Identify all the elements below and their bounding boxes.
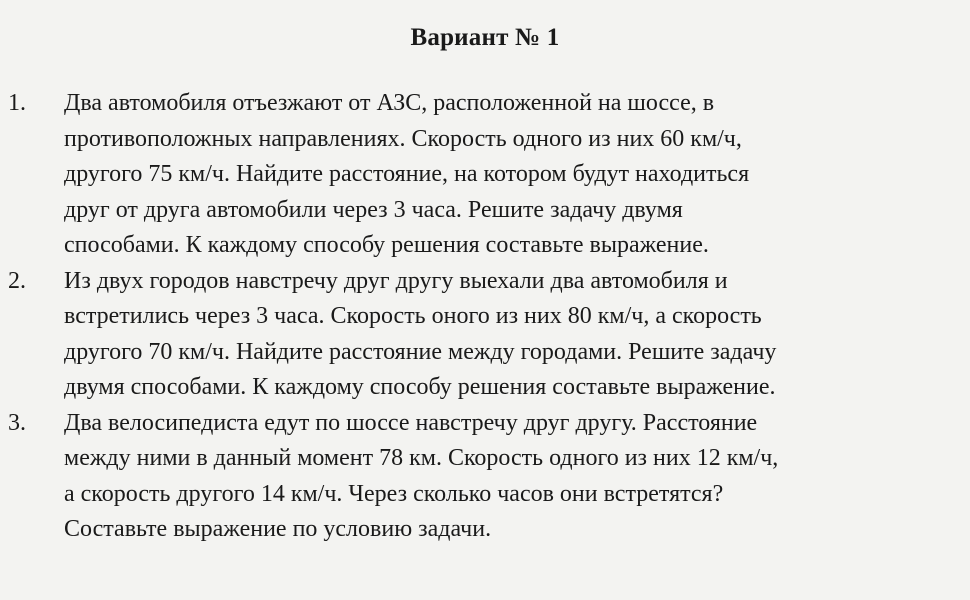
task-text-line: двумя способами. К каждому способу решения составьте выражение.	[64, 374, 776, 400]
task-item-1	[8, 86, 953, 264]
task-item-2	[8, 264, 953, 406]
task-number: 1.	[8, 90, 26, 116]
task-number: 2.	[8, 267, 26, 294]
task-text-line: Составьте выражение по условию задачи.	[64, 516, 492, 542]
task-text-line: Два велосипедиста едут по шоссе навстречу друг другу. Расстояние	[64, 409, 758, 436]
task-text-line: способами. К каждому способу решения составьте выражение.	[64, 232, 709, 258]
task-text-line: между ними в данный момент 78 км. Скорость одного из них 12 км/ч,	[64, 445, 779, 471]
task-text-line: Два автомобиля отъезжают от АЗС, расположенной на шоссе, в	[64, 90, 715, 116]
task-item-3	[8, 406, 953, 548]
task-text-line: встретились через 3 часа. Скорость оного из них 80 км/ч, а скорость	[64, 303, 762, 329]
task-text-line: друг от друга автомобили через 3 часа. Решите задачу двумя	[64, 196, 683, 223]
task-text-line: другого 75 км/ч. Найдите расстояние, на котором будут находиться	[64, 161, 750, 187]
task-text-line: Из двух городов навстречу друг другу выехали два автомобиля и	[64, 267, 728, 294]
task-list	[8, 86, 953, 548]
task-text-line: другого 70 км/ч. Найдите расстояние между городами. Решите задачу	[64, 338, 777, 365]
page-title: Вариант № 1	[410, 24, 560, 51]
task-text-line: а скорость другого 14 км/ч. Через сколько часов они встретятся?	[64, 480, 724, 507]
task-text-line: противоположных направлениях. Скорость одного из них 60 км/ч,	[64, 125, 742, 152]
task-number: 3.	[8, 409, 26, 436]
